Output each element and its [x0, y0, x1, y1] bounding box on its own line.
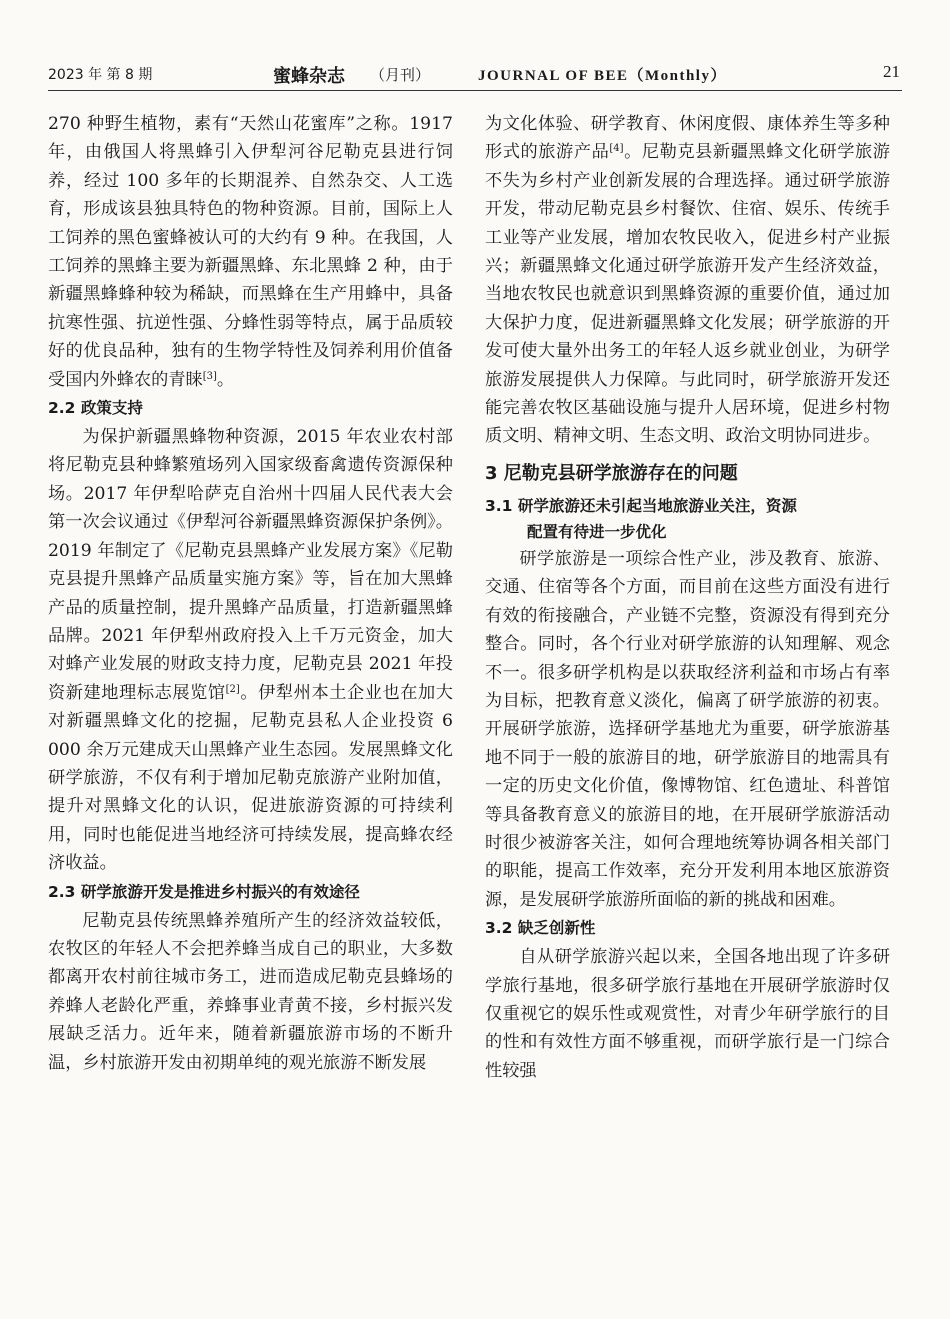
right-column: [485, 110, 890, 1085]
journal-title-cn: 蜜蜂杂志: [273, 66, 345, 87]
section-heading-3-2: 3.2 缺乏创新性: [485, 919, 596, 938]
paragraph: 为文化体验、研学教育、休闲度假、康体养生等多种形式的旅游产品[4]。尼勒克县新疆黑蜂文化研学旅游不失为乡村产业创新发展的合理选择。通过研学旅游开发，带动尼勒克县乡村餐饮、住宿、娱乐、传统手工业等产业发展，增加农牧民收入，促进乡村产业振兴；新疆黑蜂文化通过研学旅游开发产生经济效益，当地农牧民也就意识到黑蜂资源的重要价值，通过加大保护力度，促进新疆黑蜂文化发展；研学旅游的开发可使大量外出务工的年轻人返乡就业创业，为研学旅游发展提供人力保障。与此同时，研学旅游开发还能完善农牧区基础设施与提升人居环境，促进乡村物质文明、精神文明、生态文明、政治文明协同进步。: [485, 114, 890, 447]
paragraph: 为保护新疆黑蜂物种资源，2015 年农业农村部将尼勒克县种蜂繁殖场列入国家级畜禽遗传资源保种场。2017 年伊犁哈萨克自治州十四届人民代表大会第一次会议通过《伊犁河谷新疆黑蜂资源保护条例》。2019 年制定了《尼勒克县黑蜂产业发展方案》《尼勒克县提升黑蜂产品质量实施方案》等，旨在加大黑蜂产品的质量控制，提升黑蜂产品质量，打造新疆黑蜂品牌。2021 年伊犁州政府投入上千万元资金，加大对蜂产业发展的财政支持力度，尼勒克县 2021 年投资新建地理标志展览馆[2]。伊犁州本土企业也在加大对新疆黑蜂文化的挖掘，尼勒克县私人企业投资 6 000 余万元建成天山黑蜂产业生态园。发展黑蜂文化研学旅游，不仅有利于增加尼勒克旅游产业附加值，提升对黑蜂文化的认识，促进旅游资源的可持续利用，同时也能促进当地经济可持续发展，提高蜂农经济收益。: [48, 427, 453, 874]
left-column: [48, 110, 453, 1077]
section-heading-3-1: 3.1 研学旅游还未引起当地旅游业关注，资源 配置有待进一步优化: [485, 496, 797, 541]
paragraph: 研学旅游是一项综合性产业，涉及教育、旅游、交通、住宿等各个方面，而目前在这些方面没有进行有效的衔接融合，产业链不完整，资源没有得到充分整合。同时，各个行业对研学旅游的认知理解、观念不一。很多研学机构是以获取经济利益和市场占有率为目标，把教育意义淡化，偏离了研学旅游的初衷。开展研学旅游，选择研学基地尤为重要，研学旅游基地不同于一般的旅游目的地，研学旅游目的地需具有一定的历史文化价值，像博物馆、红色遗址、科普馆等具备教育意义的旅游目的地，在开展研学旅游活动时很少被游客关注，如何合理地统筹协调各相关部门的职能，提高工作效率，充分开发利用本地区旅游资源，是发展研学旅游所面临的新的挑战和困难。: [485, 548, 890, 910]
issue-label: 2023 年 第 8 期: [48, 67, 153, 83]
citation[interactable]: [2]: [225, 683, 240, 695]
section-heading-3: 3 尼勒克县研学旅游存在的问题: [485, 462, 738, 484]
paragraph: 尼勒克县传统黑蜂养殖所产生的经济效益较低，农牧区的年轻人不会把养蜂当成自己的职业，大多数都离开农村前往城市务工，进而造成尼勒克县蜂场的养蜂人老龄化严重，养蜂事业青黄不接，乡村振兴发展缺乏活力。近年来，随着新疆旅游市场的不断升温，乡村旅游开发由初期单纯的观光旅游不断发展: [48, 910, 453, 1073]
running-header: [48, 60, 902, 91]
section-heading-2-3: 2.3 研学旅游开发是推进乡村振兴的有效途径: [48, 882, 360, 901]
section-heading-2-2: 2.2 政策支持: [48, 399, 143, 418]
journal-title-en: JOURNAL OF BEE（Monthly）: [478, 68, 727, 84]
paragraph: 270 种野生植物，素有“天然山花蜜库”之称。1917 年，由俄国人将黑蜂引入伊犁河谷尼勒克县进行饲养，经过 100 多年的长期混养、自然杂交、人工选育，形成该县独具特色的物种资源。目前，国际上人工饲养的黑色蜜蜂被认可的大约有 9 种。在我国，人工饲养的黑蜂主要为新疆黑蜂、东北黑蜂 2 种，由于新疆黑蜂蜂种较为稀缺，而黑蜂在生产用蜂中，具备抗寒性强、抗逆性强、分蜂性弱等特点，属于品质较好的优良品种，独有的生物学特性及饲养利用价值备受国内外蜂农的青睐[3]。: [48, 114, 453, 390]
paragraph: 自从研学旅游兴起以来，全国各地出现了许多研学旅行基地，很多研学旅行基地在开展研学旅游时仅仅重视它的娱乐性或观赏性，对青少年研学旅行的目的性和有效性方面不够重视，而研学旅行是一门综合性较强: [485, 947, 890, 1081]
page-number: 21: [883, 62, 900, 81]
citation[interactable]: [3]: [202, 370, 217, 382]
citation[interactable]: [4]: [609, 143, 624, 155]
journal-frequency-cn: （月刊）: [370, 66, 431, 84]
